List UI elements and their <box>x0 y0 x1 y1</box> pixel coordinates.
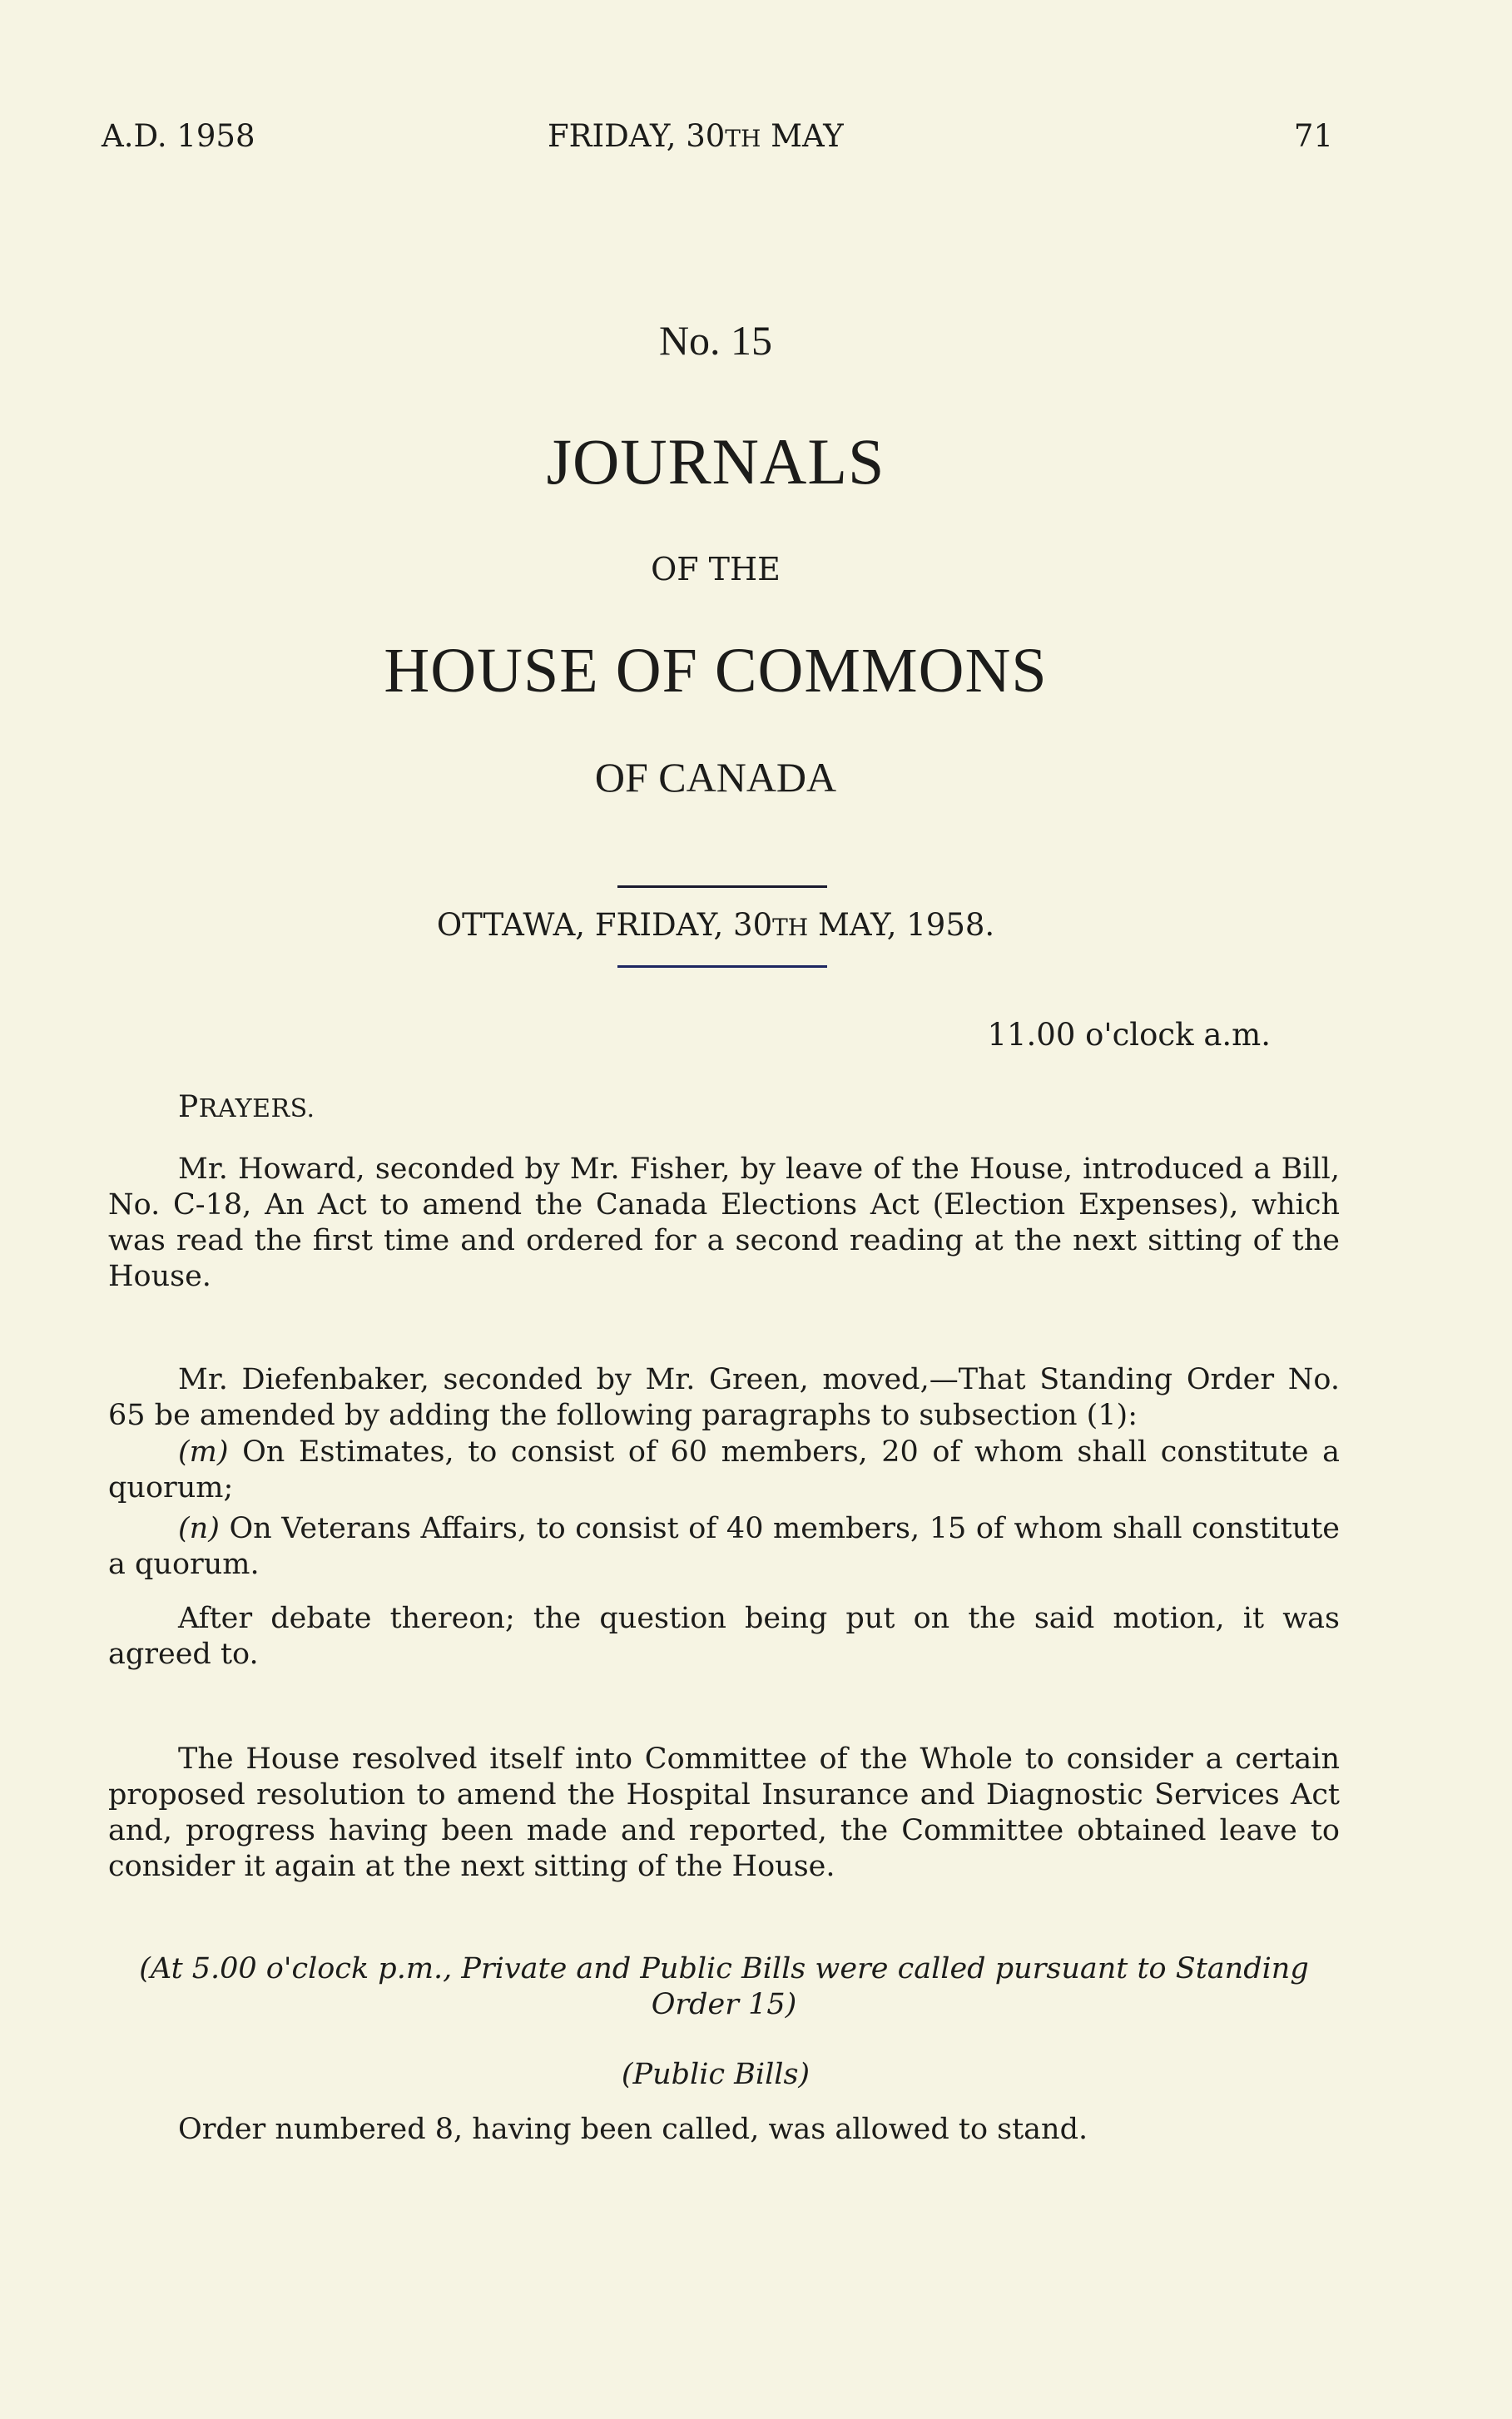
paragraph-veterans-affairs <box>108 1511 1340 1583</box>
of-the-line: OF THE <box>651 551 781 587</box>
paragraph-order-8: Order numbered 8, having been called, was allowed to stand. <box>178 2113 1088 2146</box>
paragraph-committee-of-whole: The House resolved itself into Committee of the Whole to consider a certain proposed resolution to amend the Hospital Insurance and Diagnostic Services Act and, progress having been made and reported, the Committee obtained leave to consider it again at the next sitting of the House. <box>108 1742 1340 1883</box>
header-date-prefix: FRIDAY, 30 <box>548 118 726 154</box>
item-label-m: (m) <box>178 1435 229 1469</box>
of-canada-line: OF CANADA <box>594 754 837 801</box>
paragraph-agreed: After debate thereon; the question being put on the said motion, it was agreed to. <box>108 1602 1340 1671</box>
house-of-commons-title: HOUSE OF COMMONS <box>384 636 1048 706</box>
dateline <box>0 907 1431 943</box>
item-label-n: (n) <box>178 1512 220 1545</box>
public-bills-heading: (Public Bills) <box>621 2058 811 2091</box>
page-number: 71 <box>1293 118 1333 154</box>
dateline-prefix: OTTAWA, FRIDAY, 30 <box>436 907 773 943</box>
journals-title: JOURNALS <box>546 425 885 498</box>
item-text-m: On Estimates, to consist of 60 members, 20 of whom shall constitute a quorum; <box>108 1435 1340 1504</box>
dateline-suffix: MAY, 1958. <box>808 907 995 943</box>
journal-number: No. 15 <box>658 317 773 364</box>
sitting-time: 11.00 o'clock a.m. <box>987 1017 1271 1053</box>
prayers-rest: RAYERS. <box>198 1094 315 1123</box>
item-text-n: On Veterans Affairs, to consist of 40 members, 15 of whom shall constitute a quorum. <box>108 1512 1340 1581</box>
prayers-heading <box>178 1090 315 1124</box>
header-year: A.D. 1958 <box>102 118 255 154</box>
paragraph-estimates <box>108 1435 1340 1506</box>
dateline-ordinal: TH <box>772 914 809 941</box>
paragraph-standing-order-motion: Mr. Diefenbaker, seconded by Mr. Green, moved,—That Standing Order No. 65 be amended by adding the following paragraphs to subsection (1): <box>108 1363 1340 1432</box>
header-date <box>548 118 844 154</box>
paragraph-bill-c18: Mr. Howard, seconded by Mr. Fisher, by leave of the House, introduced a Bill, No. C-18, An Act to amend the Canada Elections Act (Election Expenses), which was read the first time and ordered for a second reading at the next sitting of the House. <box>108 1152 1340 1293</box>
divider-bottom <box>617 965 827 968</box>
divider-top <box>617 885 827 888</box>
prayers-initial: P <box>178 1090 199 1124</box>
header-date-suffix: MAY <box>761 118 844 154</box>
running-header <box>102 118 1333 160</box>
header-date-ordinal: TH <box>725 125 761 152</box>
private-public-bills-note: (At 5.00 o'clock p.m., Private and Public Bills were called pursuant to Standing Order 15) <box>139 1952 1309 2021</box>
